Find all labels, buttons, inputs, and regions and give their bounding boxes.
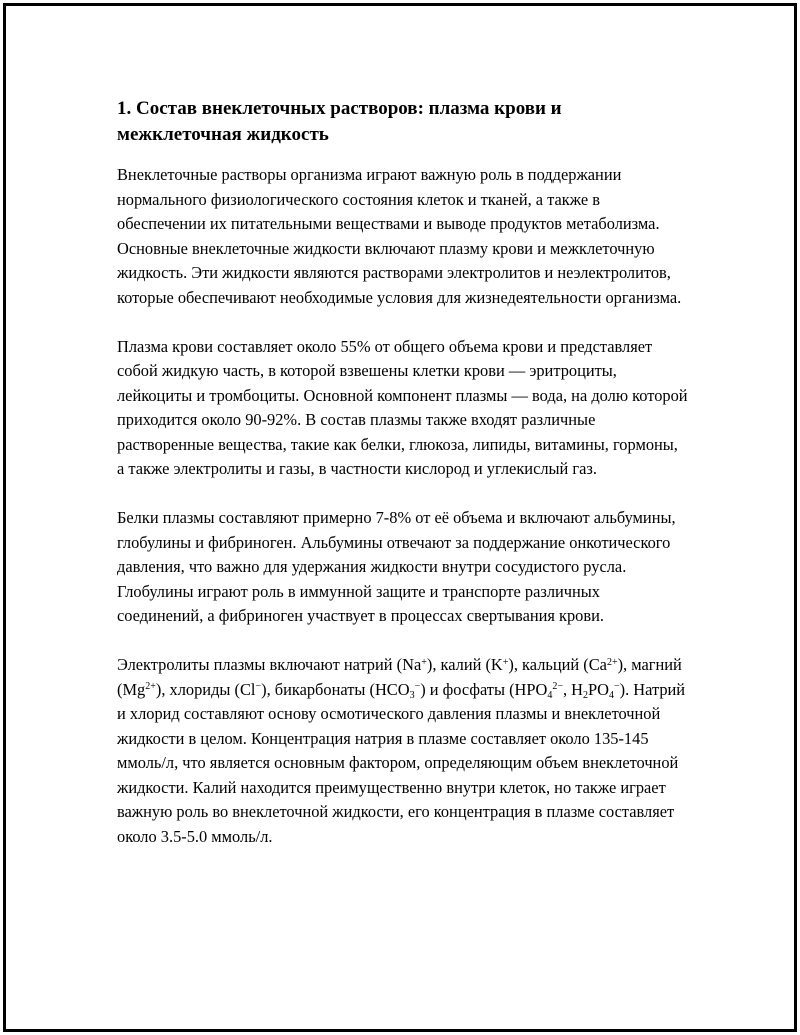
- electrolytes-text: ), кальций (Ca: [508, 655, 607, 674]
- k-charge: +: [502, 656, 509, 668]
- h2-index: 2: [583, 689, 589, 701]
- hco3-index: 3: [409, 689, 415, 701]
- electrolytes-text: ), магний (Mg: [117, 655, 682, 699]
- electrolytes-text: , H: [562, 679, 584, 699]
- document-body: [117, 96, 689, 874]
- paragraph-proteins: Белки плазмы составляют примерно 7-8% от её объема и включают альбумины, глобулины и фибриноген. Альбумины отвечают за поддержание онкотического давления, что важно для удержания жидкости внутри сосудистого русла. Глобулины играют роль в иммунной защите и транспорте различных соединений, а фибриноген участвует в процессах свертывания крови.: [117, 508, 676, 625]
- electrolytes-text: Электролиты плазмы включают натрий (Na: [117, 655, 422, 674]
- hco3-charge: −: [414, 681, 421, 692]
- mg-charge: 2+: [145, 681, 156, 692]
- na-charge: +: [421, 656, 427, 668]
- electrolytes-text: ), хлориды (Cl: [155, 679, 256, 699]
- electrolytes-text: ), калий (K: [426, 655, 503, 674]
- hpo4-index: 4: [547, 689, 553, 701]
- paragraph-electrolytes: [117, 653, 689, 849]
- section-heading: 1. Состав внеклеточных растворов: плазма крови и межклеточная жидкость: [117, 98, 562, 145]
- electrolytes-text: ) и фосфаты (HPO: [420, 679, 548, 699]
- ca-charge: 2+: [606, 656, 618, 668]
- paragraph-intro: Внеклеточные растворы организма играют важную роль в поддержании нормального физиологического состояния клеток и тканей, а также в обеспечении их питательными веществами и выводе продуктов метаболизма. Основные внеклеточные жидкости включают плазму крови и межклеточную жидкость. Эти жидкости являются растворами электролитов и неэлектролитов, которые обеспечивают необходимые условия для жизнедеятельности организма.: [117, 165, 682, 307]
- electrolytes-text: PO: [588, 679, 609, 699]
- cl-charge: −: [255, 681, 262, 692]
- h2po4-charge: −: [613, 681, 620, 692]
- paragraph-plasma: Плазма крови составляет около 55% от общего объема крови и представляет собой жидкую часть, в которой взвешены клетки крови — эритроциты, лейкоциты и тромбоциты. Основной компонент плазмы — вода, на долю которой приходится около 90-92%. В состав плазмы также входят различные растворенные вещества, такие как белки, глюкоза, липиды, витамины, гормоны, а также электролиты и газы, в частности кислород и углекислый газ.: [117, 336, 688, 478]
- electrolytes-text: ), бикарбонаты (HCO: [261, 679, 410, 699]
- hpo4-charge: 2−: [552, 681, 563, 692]
- h2po4-index: 4: [608, 689, 614, 701]
- electrolytes-text: ). Натрий и хлорид составляют основу осмотического давления плазмы и внеклеточной жидкости в целом. Концентрация натрия в плазме составляет около 135-145 ммоль/л, что является основным фактором, определяющим объем внеклеточной жидкости. Калий находится преимущественно внутри клеток, но также играет важную роль во внеклеточной жидкости, его концентрация в плазме составляет около 3.5-5.0 ммоль/л.: [117, 679, 686, 846]
